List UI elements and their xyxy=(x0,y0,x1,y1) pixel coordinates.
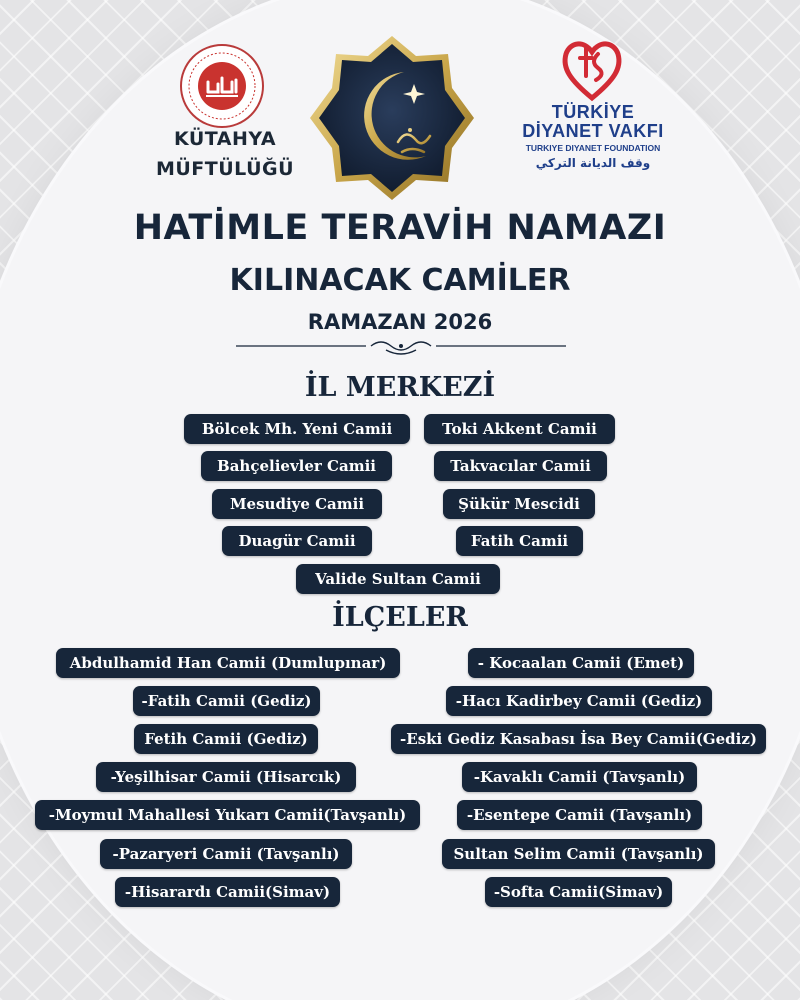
vakif-line-1: TÜRKİYE xyxy=(551,102,635,122)
subtitle: KILINACAK CAMİLER xyxy=(229,263,571,298)
list-item: Duagür Camii xyxy=(222,526,372,556)
crescent-moon-emblem-icon xyxy=(306,32,478,204)
ramadan-year: RAMAZAN 2026 xyxy=(307,310,493,334)
list-item: -Pazaryeri Camii (Tavşanlı) xyxy=(100,839,352,869)
list-item: Şükür Mescidi xyxy=(443,489,595,519)
list-item: Valide Sultan Camii xyxy=(296,564,500,594)
diyanet-vakfi-heart-icon xyxy=(560,36,624,102)
kutahya-muftulugu-title xyxy=(150,124,300,184)
vakif-arabic-name: وقف الديانة التركي xyxy=(535,156,651,170)
vakif-line-2: DİYANET VAKFI xyxy=(522,121,664,141)
list-item: Toki Akkent Camii xyxy=(424,414,615,444)
list-item: -Hacı Kadirbey Camii (Gediz) xyxy=(446,686,712,716)
il-merkezi-heading: İL MERKEZİ xyxy=(304,372,496,403)
list-item: Mesudiye Camii xyxy=(212,489,382,519)
list-item: Abdulhamid Han Camii (Dumlupınar) xyxy=(56,648,400,678)
diyanet-seal-center xyxy=(198,62,246,110)
list-item: -Fatih Camii (Gediz) xyxy=(133,686,320,716)
list-item: -Kavaklı Camii (Tavşanlı) xyxy=(462,762,697,792)
list-item: - Kocaalan Camii (Emet) xyxy=(468,648,694,678)
diyanet-vakfi-name xyxy=(508,103,678,141)
city-line-2: MÜFTÜLÜĞÜ xyxy=(155,158,295,180)
list-item: -Eski Gediz Kasabası İsa Bey Camii(Gediz) xyxy=(391,724,766,754)
ornament-divider-icon xyxy=(236,338,566,358)
list-item: Fetih Camii (Gediz) xyxy=(134,724,318,754)
diyanet-logo xyxy=(180,44,264,128)
city-line-1: KÜTAHYA xyxy=(173,128,277,150)
list-item: Takvacılar Camii xyxy=(434,451,607,481)
list-item: -Moymul Mahallesi Yukarı Camii(Tavşanlı) xyxy=(35,800,420,830)
list-item: Fatih Camii xyxy=(456,526,583,556)
vakif-english-name: TURKIYE DIYANET FOUNDATION xyxy=(525,143,661,153)
list-item: -Yeşilhisar Camii (Hisarcık) xyxy=(96,762,356,792)
ilceler-heading: İLÇELER xyxy=(332,602,468,633)
list-item: -Esentepe Camii (Tavşanlı) xyxy=(457,800,702,830)
diyanet-emblem-icon xyxy=(198,62,246,110)
list-item: Bölcek Mh. Yeni Camii xyxy=(184,414,410,444)
list-item: -Hisarardı Camii(Simav) xyxy=(115,877,340,907)
list-item: -Softa Camii(Simav) xyxy=(485,877,672,907)
list-item: Bahçelievler Camii xyxy=(201,451,392,481)
main-title: HATİMLE TERAVİH NAMAZI xyxy=(133,208,667,248)
list-item: Sultan Selim Camii (Tavşanlı) xyxy=(442,839,715,869)
